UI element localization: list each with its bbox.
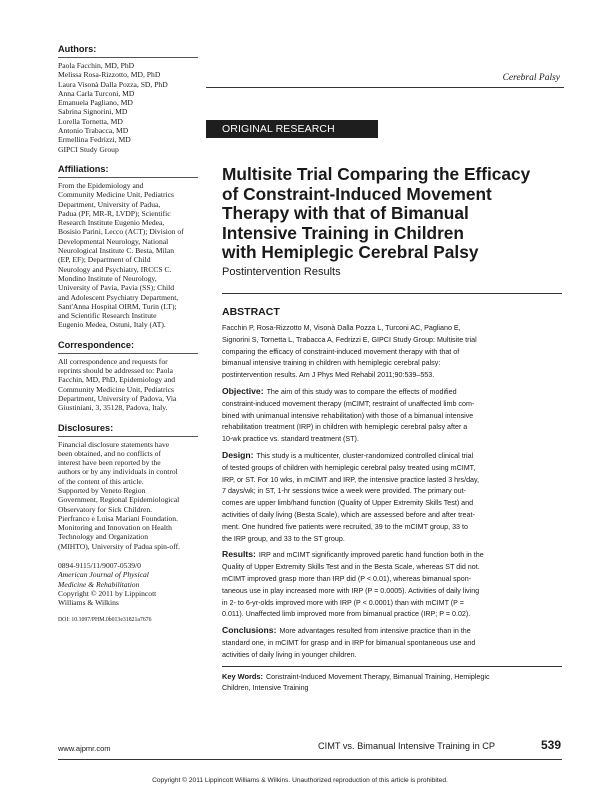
affiliation-line: Eugenio Medea, Ostuni, Italy (AT). [58, 320, 166, 330]
keywords-text: Constraint-Induced Movement Therapy, Bimanual Training, Hemiplegic [265, 672, 490, 681]
author-line: GIPCI Study Group [58, 144, 119, 154]
disclosure-line: (MIHTO), University of Padua spin-off. [58, 541, 181, 551]
affiliation-line: Neurological Institute C. Besta, Milan [58, 246, 174, 256]
sidebar [58, 44, 198, 625]
affiliation-line: Research Institute Eugenio Medea, [58, 218, 165, 228]
disclosure-line: Supported by Veneto Region [58, 485, 146, 495]
results-text: IRP and mCIMT significantly improved paretic hand function both in the [258, 551, 484, 560]
abstract-divider [222, 293, 562, 294]
objective-line: constraint-induced movement therapy (mCIMT; restraint of unaffected limb com- [222, 399, 475, 408]
disclosure-line: Technology and Organization [58, 532, 149, 542]
keywords-line: Children, Intensive Training [222, 684, 309, 693]
correspondence-line: reprints should be addressed to: Paola [58, 366, 173, 376]
disclosures-text [58, 440, 198, 552]
running-title: CIMT vs. Bimanual Intensive Training in CP [318, 741, 496, 751]
title-line: with Hemiplegic Cerebral Palsy [222, 242, 479, 263]
authors-block [58, 44, 198, 154]
design-line: of tested groups of children with hemiplegic cerebral palsy treated using mCIMT, [222, 463, 476, 472]
journal-copyright: Copyright © 2011 by Lippincott [58, 588, 157, 598]
title-line: Therapy with that of Bimanual [222, 203, 469, 224]
affiliation-line: From the Epidemiology and [58, 180, 144, 190]
author-line: Lorella Tornetta, MD [58, 116, 123, 126]
title-line: of Constraint-Induced Movement [222, 183, 492, 204]
design-line: activities of daily living (Besta Scale), which are assessed before and after treat- [222, 510, 475, 519]
affiliations-block [58, 164, 198, 330]
article-subtitle: Postintervention Results [222, 266, 341, 278]
results-line: 0.011). Unaffected limb improved more from bimanual practice (IRP; P = 0.02). [222, 610, 471, 619]
objective-line: rehabilitation treatment (IRP) in children with hemiplegic cerebral palsy after a [222, 423, 468, 432]
disclosure-line: of the content of this article. [58, 476, 144, 486]
correspondence-line: Facchin, MD, PhD, Epidemiology and [58, 375, 176, 385]
affiliation-line: Community Medicine Unit, Pediatrics [58, 190, 175, 200]
conclusions-text: More advantages resulted from intensive practice than in the [279, 627, 471, 636]
correspondence-line: All correspondence and requests for [58, 356, 168, 366]
keywords-divider [222, 666, 562, 667]
results-line: taneous use in play increased more with IRP (P = 0.0005). Activities of daily living [222, 586, 480, 595]
correspondence-text [58, 357, 198, 413]
design-paragraph [222, 450, 562, 545]
objective-paragraph [222, 386, 562, 446]
author-line: Antonio Trabacca, MD [58, 126, 129, 136]
author-line: Anna Carla Turconi, MD [58, 88, 135, 98]
design-line: ment. One hundred five patients were recruited, 39 to the mCIMT group, 33 to [222, 522, 468, 531]
page-number: 539 [540, 738, 561, 752]
correspondence-line: Giustiniani, 3, 35128, Padova, Italy. [58, 403, 168, 413]
results-line: in 2- to 6-yr-olds improved more with IRP (P < 0.0001) than with mCIMT (P = [222, 598, 464, 607]
affiliation-line: Bosisio Parini, Lecco (ACT); Division of [58, 227, 184, 237]
objective-line: 10-wk practice vs. standard treatment (ST). [222, 435, 359, 444]
affiliation-line: (EP, EF); Department of Child [58, 255, 151, 265]
affiliation-line: Sant'Anna Hospital OIRM, Turin (LT); [58, 301, 177, 311]
citation-line: Signorini S, Tornetta L, Trabacca A, Fedrizzi E, GIPCI Study Group: Multisite trial [222, 335, 477, 344]
journal-info [58, 561, 198, 625]
affiliation-line: and Adolescent Psychiatry Department, [58, 292, 179, 302]
journal-publisher: Williams & Wilkins [58, 598, 119, 608]
citation-line: bimanual intensive training in children with hemiplegic cerebral palsy: [222, 359, 441, 368]
citation-line: comparing the efficacy of constraint-induced movement therapy with that of [222, 347, 460, 356]
citation-line: Facchin P, Rosa-Rizzotto M, Visonà Dalla Pozza L, Turconi AC, Pagliano E, [222, 324, 461, 332]
abstract-body [222, 323, 562, 699]
conclusions-line: activities of daily living in younger children. [222, 650, 357, 659]
conclusions-paragraph [222, 625, 562, 661]
disclosure-line: interest have been reported by the [58, 458, 161, 468]
affiliation-line: Department, University of Padua, [58, 199, 161, 209]
objective-label: Objective: [222, 385, 264, 396]
author-line: Ermellina Fedrizzi, MD [58, 135, 131, 145]
citation-line: postintervention results. Am J Phys Med Rehabil 2011;90:539–553. [222, 371, 435, 380]
affiliations-text [58, 181, 198, 330]
keywords-label: Key Words: [222, 671, 263, 681]
affiliation-line: and Scientific Research Institute [58, 311, 157, 321]
affiliation-line: University of Pavia, Pavia (SS); Child [58, 283, 175, 293]
citation-paragraph [222, 323, 562, 382]
design-text: This study is a multicenter, cluster-randomized controlled clinical trial [256, 451, 474, 460]
keywords-paragraph [222, 671, 562, 696]
design-line: 7 days/wk; in ST, 1-hr sessions twice a week were provided. The primary out- [222, 487, 466, 496]
footer-divider [58, 759, 562, 760]
disclosure-line: Financial disclosure statements have [58, 439, 170, 449]
design-line: IRP, or ST. For 10 wks, in mCIMT and IRP, the intensive practice lasted 3 hrs/day, [222, 475, 480, 484]
affiliation-line: Padua (PF, MR-R, LVDP); Scientific [58, 208, 171, 218]
author-line: Sabrina Signorini, MD [58, 107, 128, 117]
design-label: Design: [222, 449, 254, 460]
authors-list [58, 61, 198, 154]
disclosure-line: Government, Regional Epidemiological [58, 495, 180, 505]
correspondence-heading: Correspondence: [58, 340, 198, 354]
article-type-banner: ORIGINAL RESEARCH ARTICLE [206, 120, 378, 138]
title-line: Intensive Training in Children [222, 222, 464, 243]
conclusions-line: standard one, in mCIMT for grasp and in IRP for bimanual spontaneous use and [222, 638, 476, 647]
disclosure-line: Monitoring and Innovation on Health [58, 523, 172, 533]
affiliation-line: Mondino Institute of Neurology, [58, 273, 157, 283]
header-divider [206, 87, 564, 88]
doi: DOI: 10.1097/PHM.0b013e31821a7676 [58, 616, 152, 623]
footer-url[interactable]: www.ajpmr.com [58, 744, 111, 753]
author-line: Laura Visonà Dalla Pozza, SD, PhD [58, 79, 168, 89]
disclosure-line: Pierfranco e Luisa Mariani Foundation. [58, 513, 178, 523]
correspondence-block [58, 340, 198, 413]
design-line: the IRP group, and 33 to the ST group. [222, 534, 345, 543]
journal-name-line: American Journal of Physical [58, 570, 149, 580]
disclosure-line: authors or by any individuals in control [58, 467, 178, 477]
disclosure-line: been obtained, and no conflicts of [58, 448, 161, 458]
disclosures-heading: Disclosures: [58, 423, 198, 437]
abstract-heading: ABSTRACT [222, 306, 280, 318]
article-title [222, 165, 562, 263]
results-paragraph [222, 549, 562, 621]
author-line: Emanuela Pagliano, MD [58, 98, 133, 108]
disclosures-block [58, 423, 198, 552]
results-line: Quality of Upper Extremity Skills Test and in the Besta Scale, whereas ST did not. [222, 563, 480, 572]
authors-heading: Authors: [58, 44, 198, 58]
correspondence-line: Department, University of Padova, Via [58, 393, 177, 403]
objective-line: bined with unimanual intensive rehabilitation) with those of a bimanual intensive [222, 411, 474, 420]
title-line: Multisite Trial Comparing the Efficacy [222, 164, 531, 184]
results-line: mCIMT improved grasp more than IRP did (P < 0.01), whereas bimanual spon- [222, 574, 472, 583]
affiliations-heading: Affiliations: [58, 164, 198, 178]
affiliation-line: Developmental Neurology, National [58, 236, 169, 246]
copyright-notice: Copyright © 2011 Lippincott Williams & Wilkins. Unauthorized reproduction of this article is prohibited. [152, 777, 448, 784]
author-line: Melissa Rosa-Rizzotto, MD, PhD [58, 70, 161, 80]
results-label: Results: [222, 549, 256, 560]
affiliation-line: Neurology and Psychiatry, IRCCS C. [58, 264, 172, 274]
objective-text: The aim of this study was to compare the effects of modified [266, 387, 457, 396]
disclosure-line: Observatory for Sick Children. [58, 504, 153, 514]
conclusions-label: Conclusions: [222, 625, 277, 636]
issn: 0894-9115/11/9007-0539/0 [58, 561, 141, 571]
design-line: comes are upper limb/hand function (Quality of Upper Extremity Skills Test) and [222, 499, 474, 508]
section-label: Cerebral Palsy [502, 73, 560, 83]
journal-name-line: Medicine & Rehabilitation [58, 579, 140, 589]
correspondence-line: Community Medicine Unit, Pediatrics [58, 384, 175, 394]
author-line: Paola Facchin, MD, PhD [58, 61, 135, 70]
